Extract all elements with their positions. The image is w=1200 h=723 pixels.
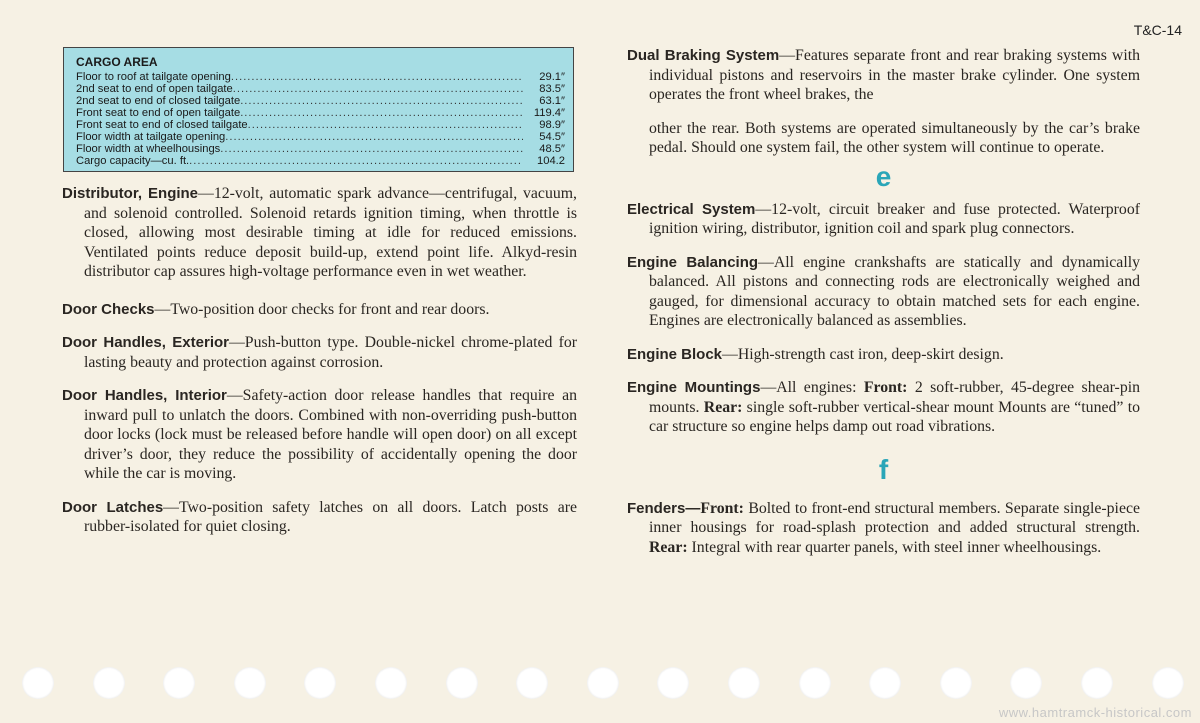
cargo-value: 119.4″ bbox=[533, 107, 565, 119]
binder-hole bbox=[728, 667, 760, 699]
binder-hole bbox=[22, 667, 54, 699]
entry-sub-label: Rear: bbox=[649, 538, 688, 556]
cargo-value: 104.2 bbox=[537, 155, 565, 167]
binder-hole bbox=[1010, 667, 1042, 699]
cargo-value: 83.5″ bbox=[539, 83, 565, 95]
section-letter-f: f bbox=[878, 453, 889, 485]
entry-text: —Push-button type. Double-nickel chrome-plated for lasting beauty and protection against corrosion. bbox=[84, 334, 578, 371]
cargo-area-title: CARGO AREA bbox=[76, 55, 158, 69]
entry-dual-braking bbox=[627, 46, 1140, 105]
dot-leader bbox=[233, 83, 523, 95]
entry-term: Dual Braking System bbox=[627, 47, 780, 64]
entry-door-handles-exterior bbox=[62, 333, 577, 372]
entry-text: —High-strength cast iron, deep-skirt design. bbox=[722, 345, 1004, 363]
entry-text: —All engines: bbox=[760, 379, 864, 396]
binder-hole bbox=[1152, 667, 1184, 699]
cargo-row bbox=[76, 95, 565, 107]
entry-door-latches bbox=[62, 498, 577, 537]
entry-engine-balancing bbox=[627, 253, 1140, 331]
cargo-label: 2nd seat to end of open tailgate bbox=[76, 83, 233, 95]
entry-text: —Two-position door checks for front and rear doors. bbox=[154, 300, 490, 318]
cargo-row bbox=[76, 131, 565, 143]
entry-term: Door Checks bbox=[62, 300, 155, 318]
cargo-row bbox=[76, 83, 565, 95]
cargo-label: Floor width at tailgate opening bbox=[76, 131, 226, 143]
entry-engine-block bbox=[627, 345, 1140, 365]
entry-text: 2 soft-rubber, 45-degree shear-pin mounts. bbox=[649, 379, 1141, 416]
cargo-row bbox=[76, 119, 565, 131]
binder-hole bbox=[799, 667, 831, 699]
entry-term: Engine Mountings bbox=[627, 379, 761, 396]
entry-sub-label: Rear: bbox=[703, 398, 743, 416]
cargo-label: Front seat to end of closed tailgate bbox=[76, 119, 248, 131]
binder-hole bbox=[587, 667, 619, 699]
cargo-area-table bbox=[63, 47, 574, 172]
section-letter-e: e bbox=[875, 160, 892, 192]
entry-electrical-system bbox=[627, 200, 1140, 239]
binder-hole bbox=[375, 667, 407, 699]
entry-sub-label: Front: bbox=[700, 499, 744, 517]
cargo-value: 98.9″ bbox=[539, 119, 565, 131]
entry-dual-braking-continued: other the rear. Both systems are operated simultaneously by the car’s brake pedal. Should one system fail, the other system will continue to operate. bbox=[649, 119, 1140, 156]
dot-leader bbox=[231, 71, 523, 83]
cargo-label: Cargo capacity—cu. ft. bbox=[76, 155, 190, 167]
entry-distributor bbox=[62, 184, 577, 282]
entry-dash: — bbox=[685, 499, 701, 517]
cargo-row bbox=[76, 143, 565, 155]
cargo-value: 63.1″ bbox=[539, 95, 565, 107]
binder-hole bbox=[940, 667, 972, 699]
left-column bbox=[62, 47, 577, 551]
cargo-label: 2nd seat to end of closed tailgate bbox=[76, 95, 241, 107]
page-number: T&C-14 bbox=[1133, 22, 1182, 38]
binder-hole bbox=[446, 667, 478, 699]
cargo-row bbox=[76, 155, 565, 167]
right-column bbox=[627, 46, 1140, 571]
entry-engine-mountings bbox=[627, 378, 1140, 437]
binder-hole bbox=[516, 667, 548, 699]
entry-text: —12-volt, automatic spark advance—centrifugal, vacuum, and solenoid controlled. Solenoid retards ignition timing, when throttle is closed, allowing most desirable timing at idle for reduced emissions. Ventilated points reduce deposit build-up, extend point life. Alkyd-resin distributor cap assures high-voltage performance even in wet weather. bbox=[84, 185, 577, 280]
binder-hole bbox=[1081, 667, 1113, 699]
entry-text: single soft-rubber vertical-shear mount Mounts are “tuned” to car structure so engine helps damp out road vibrations. bbox=[649, 398, 1140, 435]
entry-term: Door Handles, Interior bbox=[62, 387, 227, 404]
binder-hole bbox=[93, 667, 125, 699]
binder-hole bbox=[163, 667, 195, 699]
entry-term: Fenders bbox=[627, 499, 686, 517]
entry-text: —All engine crankshafts are statically and dynamically balanced. All pistons and connecting rods are electronically weighed and gauged, for dimensional accuracy to obtain matched sets for each engine. Engines are electronically balanced as assemblies. bbox=[649, 253, 1140, 329]
cargo-label: Floor to roof at tailgate opening bbox=[76, 71, 231, 83]
cargo-rows bbox=[76, 71, 565, 167]
entry-term: Distributor, Engine bbox=[62, 185, 199, 202]
watermark: www.hamtramck-historical.com bbox=[998, 705, 1192, 720]
entry-text: Integral with rear quarter panels, with steel inner wheelhousings. bbox=[687, 538, 1102, 556]
cargo-label: Floor width at wheelhousings bbox=[76, 143, 221, 155]
cargo-value: 29.1″ bbox=[539, 71, 565, 83]
entry-term: Engine Block bbox=[627, 345, 723, 363]
entry-text: Bolted to front-end structural members. Separate single-piece inner housings for road-splash protection and added structural strength. bbox=[649, 499, 1140, 536]
dot-leader bbox=[240, 107, 522, 119]
entry-term: Engine Balancing bbox=[627, 253, 759, 271]
binder-hole bbox=[869, 667, 901, 699]
entry-text: —Safety-action door release handles that require an inward pull to unlatch the doors. Combined with non-overriding push-button door locks (lock must be released before handle will open door) on all except driver’s door, they reduce the possibility of accidentally opening the door while the car is moving. bbox=[84, 387, 577, 482]
entry-sub-label: Front: bbox=[863, 379, 908, 396]
entry-text: —Two-position safety latches on all doors. Latch posts are rubber-isolated for quiet closing. bbox=[84, 498, 577, 535]
dot-leader bbox=[225, 131, 523, 143]
cargo-value: 48.5″ bbox=[539, 143, 565, 155]
dot-leader bbox=[189, 155, 523, 167]
entry-term: Door Latches bbox=[62, 498, 164, 516]
cargo-row bbox=[76, 71, 565, 83]
binder-hole bbox=[234, 667, 266, 699]
dot-leader bbox=[220, 143, 523, 155]
entry-door-checks bbox=[62, 300, 577, 320]
entry-term: Electrical System bbox=[627, 200, 756, 218]
entry-text: —12-volt, circuit breaker and fuse protected. Waterproof ignition wiring, distributor, ignition coil and spark plug connectors. bbox=[649, 200, 1140, 237]
binder-hole bbox=[304, 667, 336, 699]
entry-term: Door Handles, Exterior bbox=[62, 334, 229, 351]
dot-leader bbox=[240, 95, 523, 107]
entry-door-handles-interior bbox=[62, 386, 577, 484]
cargo-value: 54.5″ bbox=[539, 131, 565, 143]
binder-hole bbox=[657, 667, 689, 699]
cargo-row bbox=[76, 107, 565, 119]
entry-fenders bbox=[627, 499, 1140, 558]
cargo-label: Front seat to end of open tailgate bbox=[76, 107, 241, 119]
dot-leader bbox=[248, 119, 523, 131]
entry-text: —Features separate front and rear braking systems with individual pistons and reservoirs in the master brake cylinder. One system operates the front wheel brakes, the bbox=[649, 47, 1140, 103]
